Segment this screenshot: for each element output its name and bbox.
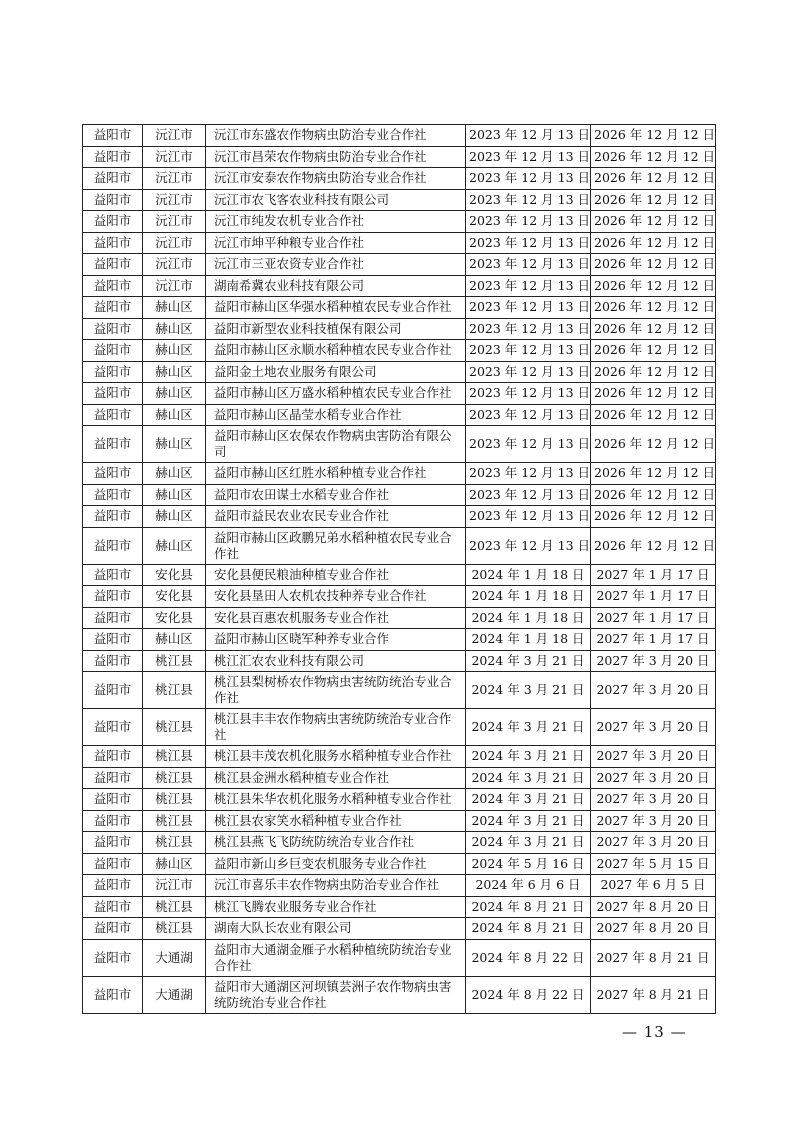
city-cell: 益阳市	[83, 146, 143, 168]
name-cell: 益阳市大通湖区河坝镇芸洲子农作物病虫害统防统治专业合作社	[206, 976, 466, 1013]
end-date-cell: 2026 年 12 月 12 日	[591, 168, 716, 190]
start-date-cell: 2024 年 3 月 21 日	[466, 810, 591, 832]
district-cell: 赫山区	[143, 629, 206, 651]
end-date-cell: 2027 年 8 月 21 日	[591, 939, 716, 976]
start-date-cell: 2023 年 12 月 13 日	[466, 404, 591, 426]
city-cell: 益阳市	[83, 767, 143, 789]
start-date-cell: 2024 年 8 月 21 日	[466, 918, 591, 940]
end-date-cell: 2026 年 12 月 12 日	[591, 146, 716, 168]
district-cell: 沅江市	[143, 189, 206, 211]
table-row	[83, 709, 716, 746]
name-cell: 桃江县梨树桥农作物病虫害统防统治专业合作社	[206, 672, 466, 709]
city-cell: 益阳市	[83, 125, 143, 147]
district-cell: 沅江市	[143, 146, 206, 168]
name-cell: 安化县便民粮油种植专业合作社	[206, 564, 466, 586]
name-cell: 益阳市益民农业农民专业合作社	[206, 506, 466, 528]
table-row	[83, 383, 716, 405]
city-cell: 益阳市	[83, 976, 143, 1013]
city-cell: 益阳市	[83, 939, 143, 976]
city-cell: 益阳市	[83, 875, 143, 897]
city-cell: 益阳市	[83, 564, 143, 586]
end-date-cell: 2026 年 12 月 12 日	[591, 211, 716, 233]
end-date-cell: 2026 年 12 月 12 日	[591, 484, 716, 506]
start-date-cell: 2023 年 12 月 13 日	[466, 506, 591, 528]
end-date-cell: 2027 年 1 月 17 日	[591, 564, 716, 586]
end-date-cell: 2027 年 8 月 20 日	[591, 896, 716, 918]
end-date-cell: 2027 年 1 月 17 日	[591, 586, 716, 608]
district-cell: 赫山区	[143, 361, 206, 383]
city-cell: 益阳市	[83, 275, 143, 297]
table-row	[83, 318, 716, 340]
city-cell: 益阳市	[83, 361, 143, 383]
district-cell: 赫山区	[143, 527, 206, 564]
district-cell: 赫山区	[143, 340, 206, 362]
city-cell: 益阳市	[83, 297, 143, 319]
start-date-cell: 2023 年 12 月 13 日	[466, 125, 591, 147]
start-date-cell: 2023 年 12 月 13 日	[466, 484, 591, 506]
start-date-cell: 2023 年 12 月 13 日	[466, 463, 591, 485]
end-date-cell: 2026 年 12 月 12 日	[591, 297, 716, 319]
table-row	[83, 976, 716, 1013]
city-cell: 益阳市	[83, 629, 143, 651]
end-date-cell: 2026 年 12 月 12 日	[591, 340, 716, 362]
district-cell: 安化县	[143, 586, 206, 608]
end-date-cell: 2027 年 3 月 20 日	[591, 746, 716, 768]
name-cell: 沅江市坤平种粮专业合作社	[206, 232, 466, 254]
end-date-cell: 2026 年 12 月 12 日	[591, 275, 716, 297]
district-cell: 桃江县	[143, 767, 206, 789]
start-date-cell: 2023 年 12 月 13 日	[466, 232, 591, 254]
table-row	[83, 564, 716, 586]
district-cell: 赫山区	[143, 463, 206, 485]
table-row	[83, 125, 716, 147]
city-cell: 益阳市	[83, 672, 143, 709]
name-cell: 桃江县农家笑水稻种植专业合作社	[206, 810, 466, 832]
table-row	[83, 254, 716, 276]
end-date-cell: 2026 年 12 月 12 日	[591, 232, 716, 254]
start-date-cell: 2023 年 12 月 13 日	[466, 211, 591, 233]
city-cell: 益阳市	[83, 832, 143, 854]
end-date-cell: 2027 年 3 月 20 日	[591, 709, 716, 746]
start-date-cell: 2024 年 1 月 18 日	[466, 564, 591, 586]
name-cell: 沅江市农飞客农业科技有限公司	[206, 189, 466, 211]
district-cell: 桃江县	[143, 650, 206, 672]
end-date-cell: 2027 年 3 月 20 日	[591, 832, 716, 854]
start-date-cell: 2023 年 12 月 13 日	[466, 340, 591, 362]
end-date-cell: 2027 年 3 月 20 日	[591, 810, 716, 832]
district-cell: 桃江县	[143, 789, 206, 811]
start-date-cell: 2024 年 1 月 18 日	[466, 607, 591, 629]
end-date-cell: 2026 年 12 月 12 日	[591, 361, 716, 383]
district-cell: 沅江市	[143, 211, 206, 233]
city-cell: 益阳市	[83, 168, 143, 190]
table-row	[83, 484, 716, 506]
start-date-cell: 2023 年 12 月 13 日	[466, 426, 591, 463]
end-date-cell: 2026 年 12 月 12 日	[591, 383, 716, 405]
start-date-cell: 2023 年 12 月 13 日	[466, 254, 591, 276]
table-row	[83, 629, 716, 651]
district-cell: 桃江县	[143, 746, 206, 768]
district-cell: 桃江县	[143, 672, 206, 709]
name-cell: 益阳市新型农业科技植保有限公司	[206, 318, 466, 340]
city-cell: 益阳市	[83, 527, 143, 564]
start-date-cell: 2024 年 3 月 21 日	[466, 650, 591, 672]
city-cell: 益阳市	[83, 586, 143, 608]
table-row	[83, 146, 716, 168]
district-cell: 沅江市	[143, 275, 206, 297]
city-cell: 益阳市	[83, 789, 143, 811]
name-cell: 益阳市赫山区农保农作物病虫害防治有限公司	[206, 426, 466, 463]
city-cell: 益阳市	[83, 463, 143, 485]
name-cell: 益阳市赫山区万盛水稻种植农民专业合作社	[206, 383, 466, 405]
start-date-cell: 2024 年 3 月 21 日	[466, 709, 591, 746]
table-row	[83, 586, 716, 608]
start-date-cell: 2023 年 12 月 13 日	[466, 168, 591, 190]
table-row	[83, 404, 716, 426]
table-row	[83, 810, 716, 832]
name-cell: 沅江市东盛农作物病虫防治专业合作社	[206, 125, 466, 147]
table-row	[83, 672, 716, 709]
table-row	[83, 275, 716, 297]
page-number: — 13 —	[622, 1023, 687, 1041]
table-row	[83, 607, 716, 629]
table-row	[83, 789, 716, 811]
table-row	[83, 297, 716, 319]
start-date-cell: 2024 年 8 月 21 日	[466, 896, 591, 918]
end-date-cell: 2026 年 12 月 12 日	[591, 404, 716, 426]
district-cell: 桃江县	[143, 709, 206, 746]
name-cell: 益阳金土地农业服务有限公司	[206, 361, 466, 383]
table-row	[83, 875, 716, 897]
city-cell: 益阳市	[83, 709, 143, 746]
name-cell: 益阳市赫山区红胜水稻种植专业合作社	[206, 463, 466, 485]
district-cell: 沅江市	[143, 875, 206, 897]
end-date-cell: 2027 年 3 月 20 日	[591, 789, 716, 811]
start-date-cell: 2024 年 3 月 21 日	[466, 672, 591, 709]
table-row	[83, 650, 716, 672]
table-row	[83, 832, 716, 854]
table-row	[83, 340, 716, 362]
district-cell: 沅江市	[143, 232, 206, 254]
city-cell: 益阳市	[83, 383, 143, 405]
district-cell: 桃江县	[143, 832, 206, 854]
table-row	[83, 168, 716, 190]
district-cell: 沅江市	[143, 168, 206, 190]
name-cell: 益阳市新山乡巨变农机服务专业合作社	[206, 853, 466, 875]
name-cell: 沅江市三亚农资专业合作社	[206, 254, 466, 276]
city-cell: 益阳市	[83, 746, 143, 768]
table-row	[83, 896, 716, 918]
start-date-cell: 2024 年 6 月 6 日	[466, 875, 591, 897]
end-date-cell: 2027 年 1 月 17 日	[591, 629, 716, 651]
end-date-cell: 2027 年 3 月 20 日	[591, 767, 716, 789]
table-row	[83, 939, 716, 976]
name-cell: 湖南大队长农业有限公司	[206, 918, 466, 940]
name-cell: 益阳市赫山区华强水稻种植农民专业合作社	[206, 297, 466, 319]
name-cell: 沅江市喜乐丰农作物病虫防治专业合作社	[206, 875, 466, 897]
start-date-cell: 2023 年 12 月 13 日	[466, 189, 591, 211]
district-cell: 赫山区	[143, 484, 206, 506]
start-date-cell: 2024 年 5 月 16 日	[466, 853, 591, 875]
city-cell: 益阳市	[83, 506, 143, 528]
start-date-cell: 2023 年 12 月 13 日	[466, 318, 591, 340]
name-cell: 湖南希冀农业科技有限公司	[206, 275, 466, 297]
table-row	[83, 527, 716, 564]
table-row	[83, 361, 716, 383]
table-row	[83, 767, 716, 789]
name-cell: 沅江市昌荣农作物病虫防治专业合作社	[206, 146, 466, 168]
name-cell: 桃江县燕飞飞防统防统治专业合作社	[206, 832, 466, 854]
district-cell: 大通湖	[143, 976, 206, 1013]
district-cell: 赫山区	[143, 297, 206, 319]
start-date-cell: 2023 年 12 月 13 日	[466, 527, 591, 564]
organization-table	[82, 124, 716, 1014]
district-cell: 赫山区	[143, 506, 206, 528]
city-cell: 益阳市	[83, 232, 143, 254]
city-cell: 益阳市	[83, 254, 143, 276]
district-cell: 赫山区	[143, 853, 206, 875]
start-date-cell: 2023 年 12 月 13 日	[466, 383, 591, 405]
name-cell: 益阳市赫山区晶莹水稻专业合作社	[206, 404, 466, 426]
end-date-cell: 2027 年 3 月 20 日	[591, 672, 716, 709]
name-cell: 桃江汇农农业科技有限公司	[206, 650, 466, 672]
end-date-cell: 2026 年 12 月 12 日	[591, 189, 716, 211]
district-cell: 沅江市	[143, 125, 206, 147]
end-date-cell: 2027 年 1 月 17 日	[591, 607, 716, 629]
start-date-cell: 2024 年 8 月 22 日	[466, 976, 591, 1013]
start-date-cell: 2024 年 3 月 21 日	[466, 746, 591, 768]
end-date-cell: 2026 年 12 月 12 日	[591, 527, 716, 564]
name-cell: 桃江县丰丰农作物病虫害统防统治专业合作社	[206, 709, 466, 746]
start-date-cell: 2023 年 12 月 13 日	[466, 297, 591, 319]
table-body	[83, 125, 716, 1014]
name-cell: 桃江飞腾农业服务专业合作社	[206, 896, 466, 918]
district-cell: 桃江县	[143, 810, 206, 832]
table-row	[83, 506, 716, 528]
end-date-cell: 2027 年 6 月 5 日	[591, 875, 716, 897]
start-date-cell: 2024 年 8 月 22 日	[466, 939, 591, 976]
start-date-cell: 2024 年 1 月 18 日	[466, 586, 591, 608]
start-date-cell: 2024 年 3 月 21 日	[466, 767, 591, 789]
district-cell: 赫山区	[143, 383, 206, 405]
district-cell: 桃江县	[143, 896, 206, 918]
table-row	[83, 918, 716, 940]
end-date-cell: 2026 年 12 月 12 日	[591, 125, 716, 147]
district-cell: 安化县	[143, 607, 206, 629]
district-cell: 赫山区	[143, 426, 206, 463]
end-date-cell: 2026 年 12 月 12 日	[591, 426, 716, 463]
city-cell: 益阳市	[83, 426, 143, 463]
start-date-cell: 2023 年 12 月 13 日	[466, 361, 591, 383]
start-date-cell: 2023 年 12 月 13 日	[466, 275, 591, 297]
city-cell: 益阳市	[83, 607, 143, 629]
name-cell: 沅江市纯发农机专业合作社	[206, 211, 466, 233]
city-cell: 益阳市	[83, 211, 143, 233]
city-cell: 益阳市	[83, 650, 143, 672]
table-row	[83, 426, 716, 463]
district-cell: 安化县	[143, 564, 206, 586]
name-cell: 桃江县丰茂农机化服务水稻种植专业合作社	[206, 746, 466, 768]
name-cell: 安化县百惠农机服务专业合作社	[206, 607, 466, 629]
table-row	[83, 211, 716, 233]
start-date-cell: 2023 年 12 月 13 日	[466, 146, 591, 168]
name-cell: 桃江县金洲水稻种植专业合作社	[206, 767, 466, 789]
city-cell: 益阳市	[83, 318, 143, 340]
city-cell: 益阳市	[83, 189, 143, 211]
city-cell: 益阳市	[83, 404, 143, 426]
start-date-cell: 2024 年 1 月 18 日	[466, 629, 591, 651]
table-row	[83, 189, 716, 211]
name-cell: 安化县垦田人农机农技种养专业合作社	[206, 586, 466, 608]
end-date-cell: 2027 年 8 月 20 日	[591, 918, 716, 940]
city-cell: 益阳市	[83, 918, 143, 940]
end-date-cell: 2026 年 12 月 12 日	[591, 506, 716, 528]
district-cell: 桃江县	[143, 918, 206, 940]
table-row	[83, 463, 716, 485]
district-cell: 沅江市	[143, 254, 206, 276]
city-cell: 益阳市	[83, 484, 143, 506]
name-cell: 益阳市农田谋士水稻专业合作社	[206, 484, 466, 506]
start-date-cell: 2024 年 3 月 21 日	[466, 832, 591, 854]
name-cell: 益阳市赫山区晓军种养专业合作	[206, 629, 466, 651]
end-date-cell: 2027 年 5 月 15 日	[591, 853, 716, 875]
end-date-cell: 2026 年 12 月 12 日	[591, 318, 716, 340]
table-row	[83, 746, 716, 768]
end-date-cell: 2027 年 3 月 20 日	[591, 650, 716, 672]
district-cell: 赫山区	[143, 318, 206, 340]
name-cell: 沅江市安泰农作物病虫防治专业合作社	[206, 168, 466, 190]
city-cell: 益阳市	[83, 853, 143, 875]
district-cell: 大通湖	[143, 939, 206, 976]
end-date-cell: 2026 年 12 月 12 日	[591, 463, 716, 485]
table-row	[83, 853, 716, 875]
name-cell: 益阳市赫山区政鹏兄弟水稻种植农民专业合作社	[206, 527, 466, 564]
end-date-cell: 2026 年 12 月 12 日	[591, 254, 716, 276]
city-cell: 益阳市	[83, 340, 143, 362]
city-cell: 益阳市	[83, 896, 143, 918]
name-cell: 桃江县朱华农机化服务水稻种植专业合作社	[206, 789, 466, 811]
district-cell: 赫山区	[143, 404, 206, 426]
city-cell: 益阳市	[83, 810, 143, 832]
start-date-cell: 2024 年 3 月 21 日	[466, 789, 591, 811]
name-cell: 益阳市赫山区永顺水稻种植农民专业合作社	[206, 340, 466, 362]
end-date-cell: 2027 年 8 月 21 日	[591, 976, 716, 1013]
name-cell: 益阳市大通湖金雁子水稻种植统防统治专业合作社	[206, 939, 466, 976]
table-row	[83, 232, 716, 254]
